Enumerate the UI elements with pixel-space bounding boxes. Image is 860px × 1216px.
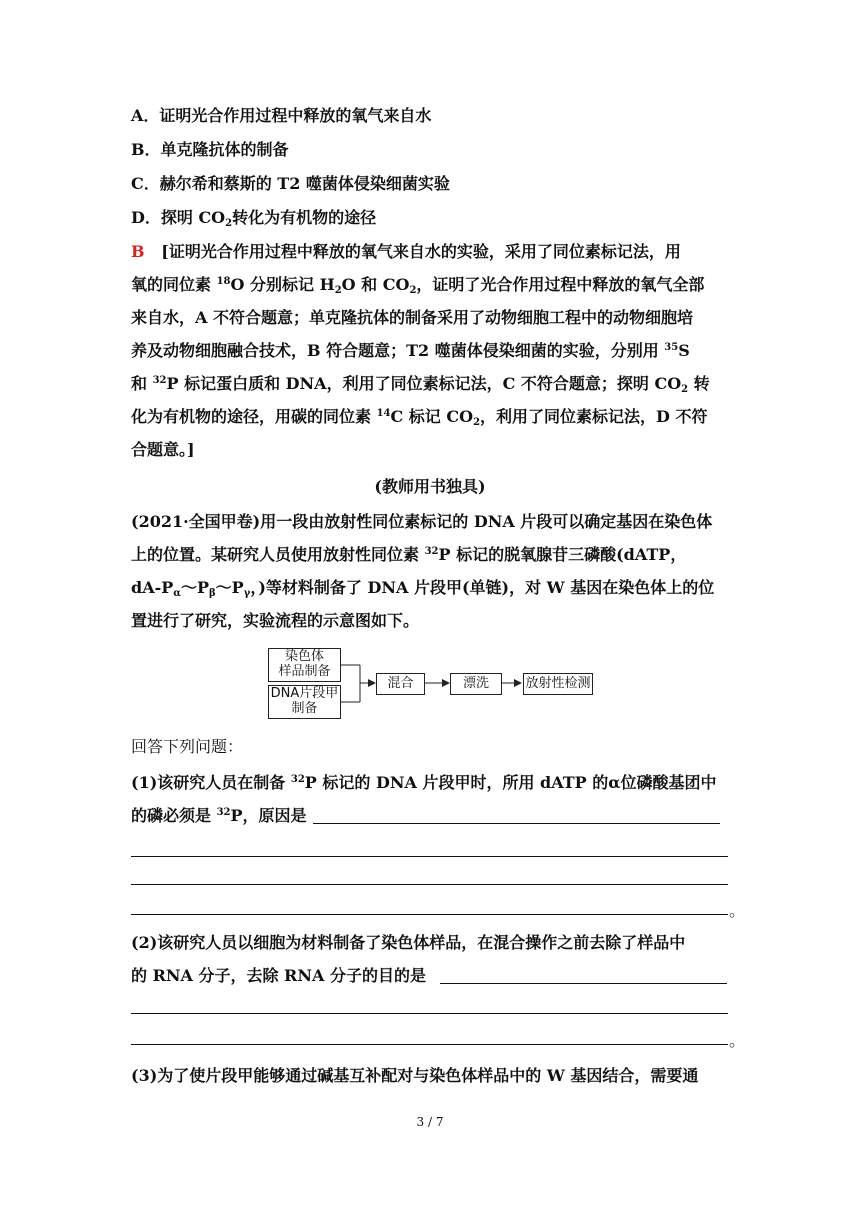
answer-blank-2[interactable] bbox=[440, 983, 727, 984]
end-mark-2: 。 bbox=[729, 1031, 746, 1050]
answer-blank-2-line-2[interactable] bbox=[131, 1013, 728, 1014]
answer-line-3: 来自水，A 不符合题意；单克隆抗体的制备采用了动物细胞工程中的动物细胞培 bbox=[131, 308, 693, 327]
sub-question-1-line-2: 的磷必须是 $^{32}$P，原因是 bbox=[131, 806, 307, 825]
answer-letter: B bbox=[131, 242, 145, 261]
option-d: D．探明 $CO_2$转化为有机物的途径 bbox=[131, 208, 377, 229]
answer-line-7: 合题意。] bbox=[131, 440, 195, 459]
answer-blank-1-line-4[interactable] bbox=[131, 914, 728, 915]
sub-question-3-line-1: (3)为了使片段甲能够通过碱基互补配对与染色体样品中的 W 基因结合，需要通 bbox=[131, 1066, 699, 1085]
radioactivity-detection-box: 放射性检测 bbox=[523, 673, 593, 695]
sub-question-1-line-1: (1)该研究人员在制备 $^{32}$P 标记的 DNA 片段甲时，所用 dATP 的α位磷酸基团中 bbox=[131, 773, 717, 792]
answer-line-2: 氧的同位素 $^{18}$O 分别标记 $H_2O$ 和 $CO_2$，证明了光合作用过程中释放的氧气全部 bbox=[131, 275, 705, 296]
dna-fragment-box: DNA片段甲 制备 bbox=[268, 685, 341, 719]
answer-line-4: 养及动物细胞融合技术，B 符合题意；T2 噬菌体侵染细菌的实验，分别用 $^{35}$S bbox=[131, 341, 690, 360]
option-c: C．赫尔希和蔡斯的 T2 噬菌体侵染细菌实验 bbox=[131, 174, 450, 193]
answer-blank-1-line-3[interactable] bbox=[131, 884, 728, 885]
answer-blank-2-line-3[interactable] bbox=[131, 1044, 728, 1045]
end-mark-1: 。 bbox=[729, 901, 746, 920]
question-line-3: $dA-P_\alpha\sim P_\beta\sim P_\gamma$，)等材料制备了 DNA 片段甲(单链)，对 W 基因在染色体上的位 bbox=[131, 578, 715, 599]
answer-line-6: 化为有机物的途径，用碳的同位素 $^{14}$C 标记 $CO_2$，利用了同位素标记法，D 不符 bbox=[131, 407, 708, 428]
wash-box: 漂洗 bbox=[450, 673, 502, 695]
option-a: A．证明光合作用过程中释放的氧气来自水 bbox=[131, 106, 432, 125]
option-b: B．单克隆抗体的制备 bbox=[131, 140, 289, 159]
sub-question-2-line-2: 的 RNA 分子，去除 RNA 分子的目的是 bbox=[131, 966, 426, 985]
answer-blank-1[interactable] bbox=[313, 823, 720, 824]
answer-prompt: 回答下列问题： bbox=[131, 737, 244, 756]
question-line-4: 置进行了研究，实验流程的示意图如下。 bbox=[131, 611, 420, 630]
chromosome-sample-box: 染色体 样品制备 bbox=[268, 648, 341, 682]
mix-box: 混合 bbox=[376, 673, 425, 695]
sub-question-2-line-1: (2)该研究人员以细胞为材料制备了染色体样品，在混合操作之前去除了样品中 bbox=[131, 933, 686, 952]
teacher-note: (教师用书独具) bbox=[374, 477, 486, 496]
answer-line-5: 和 $^{32}$P 标记蛋白质和 DNA，利用了同位素标记法，C 不符合题意；探明 $CO_2$ 转 bbox=[131, 374, 710, 395]
answer-line-1: B [证明光合作用过程中释放的氧气来自水的实验，采用了同位素标记法，用 bbox=[131, 242, 681, 261]
page-number: 3 / 7 bbox=[416, 1115, 444, 1129]
question-source: (2021·全国甲卷) bbox=[131, 512, 261, 531]
question-line-2: 上的位置。某研究人员使用放射性同位素 $^{32}$P 标记的脱氧腺苷三磷酸(dATP， bbox=[131, 545, 687, 564]
answer-blank-1-line-2[interactable] bbox=[131, 856, 728, 857]
question-line-1: (2021·全国甲卷)用一段由放射性同位素标记的 DNA 片段可以确定基因在染色体 bbox=[131, 512, 713, 531]
